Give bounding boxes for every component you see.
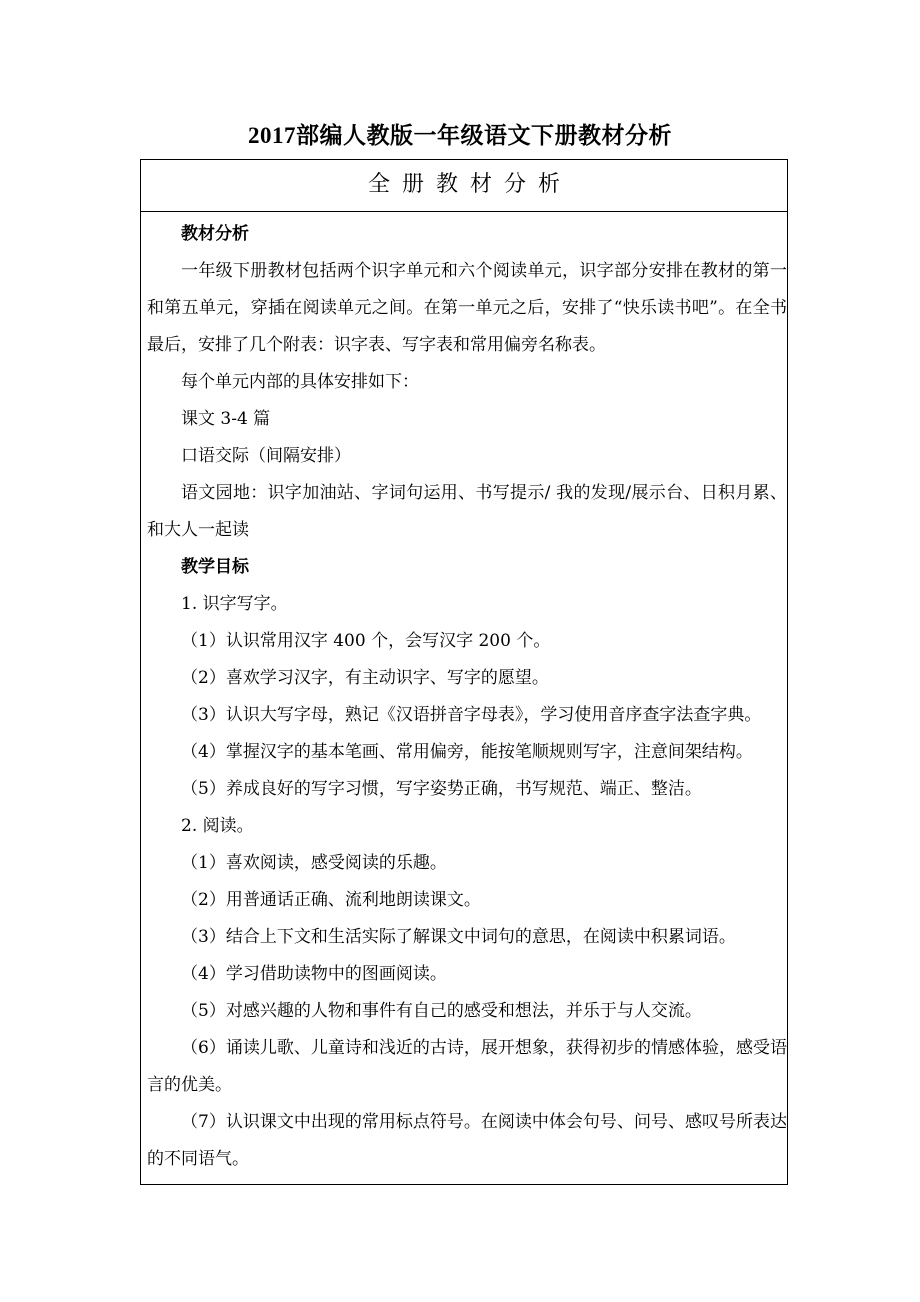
- document-title: 2017部编人教版一年级语文下册教材分析: [248, 123, 672, 148]
- paragraph: 课文 3-4 篇: [181, 409, 271, 429]
- paragraph: 每个单元内部的具体安排如下：: [181, 372, 419, 392]
- paragraph: （5）养成良好的写字习惯，写字姿势正确，书写规范、端正、整洁。: [181, 779, 702, 799]
- paragraph: 语文园地：识字加油站、字词句运用、书写提示/ 我的发现/展示台、日积月累、和大人一起读: [147, 483, 787, 540]
- table-content: [147, 216, 787, 1178]
- paragraph: （3）认识大写字母，熟记《汉语拼音字母表》，学习使用音序查字法查字典。: [181, 705, 762, 725]
- paragraph: （3）结合上下文和生活实际了解课文中词句的意思，在阅读中积累词语。: [181, 927, 736, 947]
- paragraph: 一年级下册教材包括两个识字单元和六个阅读单元，识字部分安排在教材的第一和第五单元，穿插在阅读单元之间。在第一单元之后，安排了“快乐读书吧”。在全书最后，安排了几个附表：识字表、写字表和常用偏旁名称表。: [147, 261, 787, 355]
- paragraph: （5）对感兴趣的人物和事件有自己的感受和想法，并乐于与人交流。: [181, 1001, 702, 1021]
- table-header: 全册教材分析: [141, 160, 787, 212]
- analysis-table: [140, 159, 788, 1185]
- paragraph: （6）诵读儿歌、儿童诗和浅近的古诗，展开想象，获得初步的情感体验，感受语言的优美。: [147, 1038, 787, 1095]
- paragraph: （1）喜欢阅读，感受阅读的乐趣。: [181, 853, 447, 873]
- paragraph: 1. 识字写字。: [181, 594, 288, 614]
- paragraph: 口语交际（间隔安排）: [181, 446, 351, 466]
- paragraph: （4）学习借助读物中的图画阅读。: [181, 964, 447, 984]
- paragraph: （2）喜欢学习汉字，有主动识字、写字的愿望。: [181, 668, 549, 688]
- paragraph: （4）掌握汉字的基本笔画、常用偏旁，能按笔顺规则写字，注意间架结构。: [181, 742, 753, 762]
- section-heading: 教材分析: [181, 224, 249, 244]
- paragraph: （2）用普通话正确、流利地朗读课文。: [181, 890, 481, 910]
- paragraph: （1）认识常用汉字 400 个，会写汉字 200 个。: [181, 631, 551, 651]
- paragraph: 2. 阅读。: [181, 816, 254, 836]
- section-heading: 教学目标: [181, 557, 249, 577]
- paragraph: （7）认识课文中出现的常用标点符号。在阅读中体会句号、问号、感叹号所表达的不同语气。: [147, 1112, 787, 1169]
